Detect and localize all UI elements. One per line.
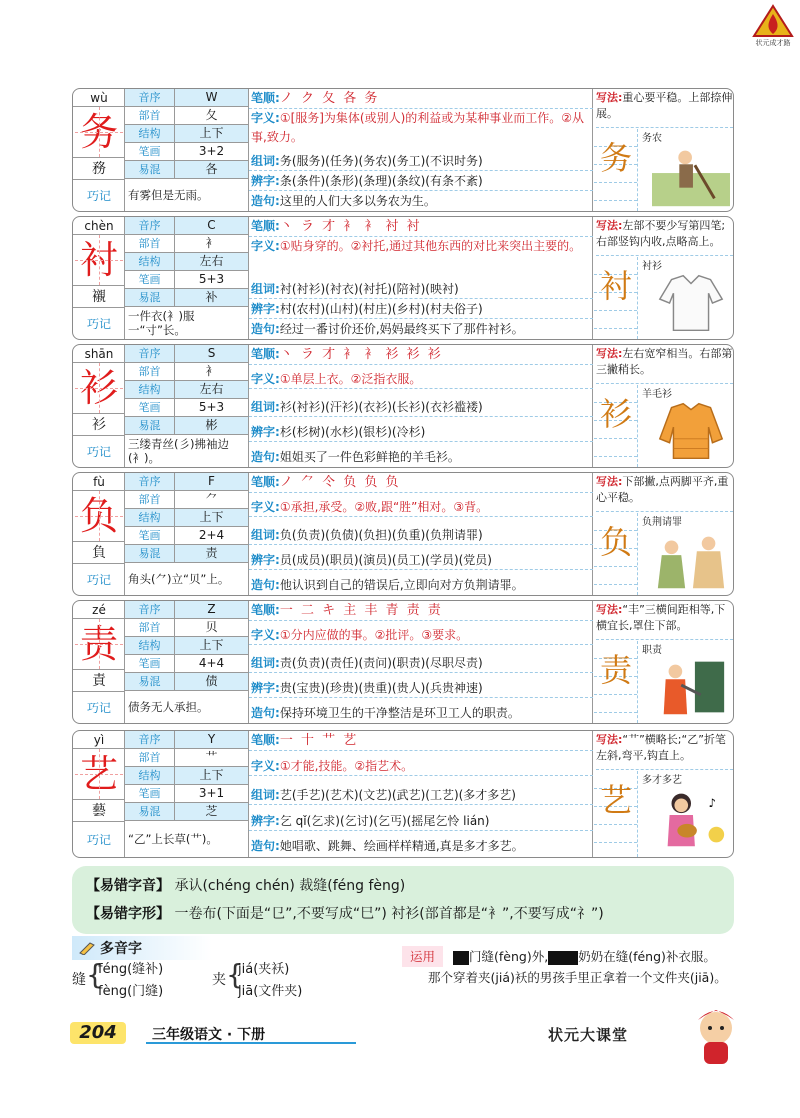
sound-error-label: 【易错字音】	[86, 878, 170, 894]
radical-label: 部首	[125, 363, 175, 380]
main-character: 衫	[75, 363, 123, 413]
logo-text: 状元成才路	[755, 39, 791, 47]
pinyin: chèn	[73, 217, 125, 235]
char-card-chen	[72, 216, 734, 340]
confuse-value: 责	[175, 545, 249, 562]
meaning-label: 字义:	[251, 500, 280, 514]
poly-reading-2a: jiá(夹袄)	[238, 962, 290, 977]
memo-label: 巧记	[73, 307, 125, 339]
traditional-character: 責	[73, 669, 125, 691]
writing-label: 写法:	[596, 475, 623, 488]
stroke-order-label: 笔顺:	[251, 91, 280, 105]
distinguish-text: 杉(杉树)(水杉)(银杉)(冷杉)	[279, 425, 426, 439]
usage-line-1b: 奶奶在缝(féng)补衣服。	[578, 949, 716, 964]
poly-reading-1b: fèng(门缝)	[98, 984, 164, 999]
sentence-label: 造句:	[251, 194, 280, 208]
sentence-text: 他认识到自己的错误后,立即向对方负荆请罪。	[279, 578, 524, 592]
traditional-character: 衫	[73, 413, 125, 435]
radical-label: 部首	[125, 749, 175, 766]
words-text: 务(服务)(任务)(务农)(务工)(不识时务)	[279, 154, 483, 168]
sentence-label: 造句:	[251, 450, 280, 464]
illustration-caption: 职责	[642, 645, 662, 656]
distinguish-text: 员(成员)(职员)(演员)(员工)(学员)(党员)	[279, 553, 492, 567]
meaning-label: 字义:	[251, 239, 280, 253]
redaction-block	[548, 951, 578, 965]
radical-value: 夂	[175, 107, 249, 124]
redaction-block	[453, 951, 469, 965]
grade-label: 三年级语文 · 下册	[152, 1027, 266, 1043]
radical-label: 部首	[125, 107, 175, 124]
confuse-value: 彬	[175, 417, 249, 434]
writing-tip: 下部撇,点两脚平齐,重心平稳。	[596, 475, 729, 504]
brace-icon: {	[86, 958, 104, 991]
writing-tip: 重心要平稳。上部捺伸展。	[596, 91, 733, 120]
stroke-order: 丶 ラ 才 衤 衤 衬 衬	[279, 219, 422, 234]
memo-text: 债务无人承担。	[125, 691, 249, 723]
meaning-text: ①才能,技能。②指艺术。	[279, 759, 414, 773]
words-label: 组词:	[251, 154, 280, 168]
pinyin: wù	[73, 89, 125, 107]
illustration	[640, 513, 733, 593]
form-error-text: 一卷布(下面是“㔾”,不要写成“巳”) 衬衫(部首都是“衤”,不要写成“礻”)	[174, 906, 604, 922]
order-value: W	[175, 89, 249, 106]
stroke-order: ノ ⺈ 仒 负 负 负	[279, 475, 401, 490]
sentence-label: 造句:	[251, 706, 280, 720]
traditional-character: 襯	[73, 285, 125, 307]
order-value: F	[175, 473, 249, 490]
memo-text: 三缕青丝(彡)拂袖边(衤)。	[125, 435, 249, 467]
distinguish-label: 辨字:	[251, 553, 280, 567]
confuse-label: 易混	[125, 803, 175, 820]
practice-character: 负	[599, 523, 632, 561]
illustration-caption: 负荆请罪	[642, 517, 682, 528]
writing-tip: 左右宽窄相当。右部第三撇稍长。	[596, 347, 733, 376]
memo-label: 巧记	[73, 435, 125, 467]
confuse-value: 芝	[175, 803, 249, 820]
brand-name: 状元大课堂	[548, 1026, 629, 1044]
publisher-logo	[748, 4, 798, 48]
poly-char-1: 缝	[72, 972, 86, 988]
order-label: 音序	[125, 217, 175, 234]
stroke-order: 一 二 キ 主 丰 青 责 责	[279, 603, 443, 618]
poly-reading-2b: jiā(文件夹)	[238, 984, 303, 999]
confuse-label: 易混	[125, 545, 175, 562]
strokes-value: 3+2	[175, 143, 249, 160]
writing-label: 写法:	[596, 91, 623, 104]
illustration-caption: 羊毛衫	[642, 389, 672, 400]
confuse-label: 易混	[125, 417, 175, 434]
char-card-wu	[72, 88, 734, 212]
distinguish-label: 辨字:	[251, 814, 280, 828]
memo-text: “乙”上长草(艹)。	[125, 821, 249, 857]
practice-character: 务	[599, 139, 632, 177]
memo-text: 一件衣(衤)服一“寸”长。	[125, 307, 249, 339]
structure-label: 结构	[125, 509, 175, 526]
distinguish-text: 贵(宝贵)(珍贵)(贵重)(贵人)(兵贵神速)	[279, 681, 483, 695]
meaning-label: 字义:	[251, 628, 280, 642]
poly-char-2: 夹	[212, 972, 226, 988]
order-value: Z	[175, 601, 249, 618]
illustration	[640, 385, 733, 465]
words-label: 组词:	[251, 528, 280, 542]
radical-value: 衤	[175, 363, 249, 380]
strokes-label: 笔画	[125, 271, 175, 288]
illustration	[640, 771, 733, 855]
svg-text:♪: ♪	[708, 796, 717, 811]
strokes-label: 笔画	[125, 143, 175, 160]
strokes-value: 5+3	[175, 399, 249, 416]
stroke-order-label: 笔顺:	[251, 219, 280, 233]
sentence-label: 造句:	[251, 578, 280, 592]
structure-label: 结构	[125, 767, 175, 784]
structure-value: 上下	[175, 637, 249, 654]
meaning-text: ①贴身穿的。②衬托,通过其他东西的对比来突出主要的。	[279, 239, 582, 253]
char-card-fu	[72, 472, 734, 596]
practice-character: 衫	[599, 395, 632, 433]
order-value: C	[175, 217, 249, 234]
radical-value: 艹	[175, 749, 249, 766]
words-text: 艺(手艺)(艺术)(文艺)(武艺)(工艺)(多才多艺)	[279, 788, 516, 802]
apology-scene-illustration-icon	[652, 527, 730, 591]
illustration	[640, 641, 733, 721]
page-number: 204	[70, 1022, 126, 1044]
polyphonic-title: 多音字	[100, 941, 142, 957]
words-label: 组词:	[251, 282, 280, 296]
memo-text: 角头(⺈)立“贝”上。	[125, 563, 249, 595]
structure-value: 左右	[175, 381, 249, 398]
illustration-caption: 衬衫	[642, 261, 662, 272]
main-character: 衬	[75, 235, 123, 285]
structure-value: 上下	[175, 509, 249, 526]
structure-label: 结构	[125, 125, 175, 142]
traditional-character: 務	[73, 157, 125, 179]
radical-label: 部首	[125, 619, 175, 636]
memo-label: 巧记	[73, 563, 125, 595]
order-label: 音序	[125, 731, 175, 748]
words-label: 组词:	[251, 788, 280, 802]
sentence-label: 造句:	[251, 839, 280, 853]
structure-value: 左右	[175, 253, 249, 270]
words-text: 衬(衬衫)(衬衣)(衬托)(陪衬)(映衬)	[279, 282, 459, 296]
memo-label: 巧记	[73, 821, 125, 857]
meaning-text: ①[服务]为集体(或别人)的利益或为某种事业而工作。②从事,致力。	[251, 111, 585, 144]
confuse-label: 易混	[125, 289, 175, 306]
pinyin: zé	[73, 601, 125, 619]
distinguish-label: 辨字:	[251, 425, 280, 439]
radical-value: ⺈	[175, 491, 249, 508]
stroke-order: 丶 ラ 才 衤 衤 衫 衫 衫	[279, 347, 443, 362]
usage-line-1a: 门缝(fèng)外,	[469, 949, 549, 964]
main-character: 责	[75, 619, 123, 669]
structure-value: 上下	[175, 125, 249, 142]
structure-value: 上下	[175, 767, 249, 784]
sanitation-worker-illustration-icon	[652, 655, 730, 719]
words-label: 组词:	[251, 400, 280, 414]
radical-label: 部首	[125, 491, 175, 508]
strokes-label: 笔画	[125, 785, 175, 802]
usage-line-2: 那个穿着夹(jiá)袄的男孩手里正拿着一个文件夹(jiā)。	[428, 970, 727, 985]
pinyin: fù	[73, 473, 125, 491]
pencil-icon	[78, 941, 96, 955]
words-label: 组词:	[251, 656, 280, 670]
sentence-text: 经过一番讨价还价,妈妈最终买下了那件衬衫。	[279, 322, 524, 336]
shirt-illustration-icon	[652, 271, 730, 335]
memo-text: 有雾但是无雨。	[125, 179, 249, 211]
practice-character: 衬	[599, 267, 632, 305]
radical-label: 部首	[125, 235, 175, 252]
illustration	[640, 257, 733, 337]
writing-tip: “艹”横略长;“乙”折笔左斜,弯平,钩直上。	[596, 733, 726, 762]
confuse-value: 债	[175, 673, 249, 690]
structure-label: 结构	[125, 381, 175, 398]
stroke-order-label: 笔顺:	[251, 733, 280, 747]
traditional-character: 藝	[73, 799, 125, 821]
footer-divider	[146, 1042, 356, 1044]
char-card-ze	[72, 600, 734, 724]
order-value: Y	[175, 731, 249, 748]
sweater-illustration-icon	[652, 399, 730, 463]
structure-label: 结构	[125, 637, 175, 654]
page-footer	[70, 1022, 670, 1046]
farmer-illustration-icon	[652, 143, 730, 207]
stroke-order-label: 笔顺:	[251, 603, 280, 617]
stroke-order: ノ ク 夂 各 务	[279, 91, 380, 106]
illustration	[640, 129, 733, 209]
writing-label: 写法:	[596, 219, 623, 232]
pinyin: yì	[73, 731, 125, 749]
mascot-icon	[688, 1006, 744, 1068]
meaning-label: 字义:	[251, 372, 280, 386]
words-text: 衫(衬衫)(汗衫)(衣衫)(长衫)(衣衫褴褛)	[279, 400, 483, 414]
usage-label: 运用	[402, 946, 443, 967]
strokes-value: 4+4	[175, 655, 249, 672]
writing-tip: 左部不要少写第四笔;右部竖钩内收,点略高上。	[596, 219, 726, 248]
sentence-text: 这里的人们大多以务农为生。	[279, 194, 436, 208]
illustration-caption: 务农	[642, 133, 662, 144]
stroke-order-label: 笔顺:	[251, 475, 280, 489]
distinguish-text: 乞 qǐ(乞求)(乞讨)(乞丐)(摇尾乞怜 lián)	[279, 814, 490, 828]
stroke-order-label: 笔顺:	[251, 347, 280, 361]
meaning-label: 字义:	[251, 759, 280, 773]
sound-error-text: 承认(chéng chén) 裁缝(féng fèng)	[174, 878, 406, 894]
order-label: 音序	[125, 601, 175, 618]
confuse-value: 补	[175, 289, 249, 306]
meaning-text: ①分内应做的事。②批评。③要求。	[279, 628, 469, 642]
pinyin: shān	[73, 345, 125, 363]
strokes-value: 5+3	[175, 271, 249, 288]
strokes-label: 笔画	[125, 655, 175, 672]
brace-icon: {	[226, 958, 244, 991]
main-character: 负	[75, 491, 123, 541]
sentence-label: 造句:	[251, 322, 280, 336]
sentence-text: 保持环境卫生的干净整洁是环卫工人的职责。	[279, 706, 520, 720]
distinguish-text: 村(农村)(山村)(村庄)(乡村)(村夫俗子)	[279, 302, 483, 316]
writing-label: 写法:	[596, 347, 623, 360]
char-card-shan	[72, 344, 734, 468]
structure-label: 结构	[125, 253, 175, 270]
practice-character: 责	[599, 651, 632, 689]
confuse-label: 易混	[125, 673, 175, 690]
strokes-label: 笔画	[125, 527, 175, 544]
memo-label: 巧记	[73, 179, 125, 211]
order-label: 音序	[125, 89, 175, 106]
flame-logo-icon	[748, 4, 798, 38]
meaning-text: ①承担,承受。②败,跟“胜”相对。③背。	[279, 500, 489, 514]
order-value: S	[175, 345, 249, 362]
memo-label: 巧记	[73, 691, 125, 723]
writing-label: 写法:	[596, 733, 623, 746]
traditional-character: 負	[73, 541, 125, 563]
sentence-text: 姐姐买了一件色彩鲜艳的羊毛衫。	[279, 450, 460, 464]
words-text: 责(负责)(责任)(责问)(职责)(尽职尽责)	[279, 656, 483, 670]
form-error-label: 【易错字形】	[86, 906, 170, 922]
order-label: 音序	[125, 345, 175, 362]
strokes-value: 3+1	[175, 785, 249, 802]
meaning-label: 字义:	[251, 111, 280, 125]
radical-value: 贝	[175, 619, 249, 636]
words-text: 负(负责)(负债)(负担)(负重)(负荆请罪)	[279, 528, 483, 542]
distinguish-text: 条(条件)(条形)(条理)(条纹)(有条不紊)	[279, 174, 483, 188]
meaning-text: ①单层上衣。②泛指衣服。	[279, 372, 422, 386]
char-card-yi	[72, 730, 734, 858]
sentence-text: 她唱歌、跳舞、绘画样样精通,真是多才多艺。	[279, 839, 524, 853]
confuse-label: 易混	[125, 161, 175, 178]
practice-character: 艺	[599, 781, 632, 819]
main-character: 艺	[75, 749, 123, 799]
guitar-girl-illustration-icon	[652, 785, 730, 849]
strokes-label: 笔画	[125, 399, 175, 416]
writing-tip: “丰”三横间距相等,下横宜长,罩住下部。	[596, 603, 726, 632]
main-character: 务	[75, 107, 123, 157]
usage-section	[402, 946, 732, 988]
strokes-value: 2+4	[175, 527, 249, 544]
distinguish-label: 辨字:	[251, 302, 280, 316]
common-errors-panel	[72, 866, 734, 934]
confuse-value: 各	[175, 161, 249, 178]
illustration-caption: 多才多艺	[642, 775, 682, 786]
stroke-order: 一 十 艹 艺	[279, 733, 359, 748]
poly-reading-1a: féng(缝补)	[98, 962, 164, 977]
writing-label: 写法:	[596, 603, 623, 616]
distinguish-label: 辨字:	[251, 174, 280, 188]
radical-value: 衤	[175, 235, 249, 252]
polyphonic-section	[72, 936, 402, 1010]
distinguish-label: 辨字:	[251, 681, 280, 695]
order-label: 音序	[125, 473, 175, 490]
